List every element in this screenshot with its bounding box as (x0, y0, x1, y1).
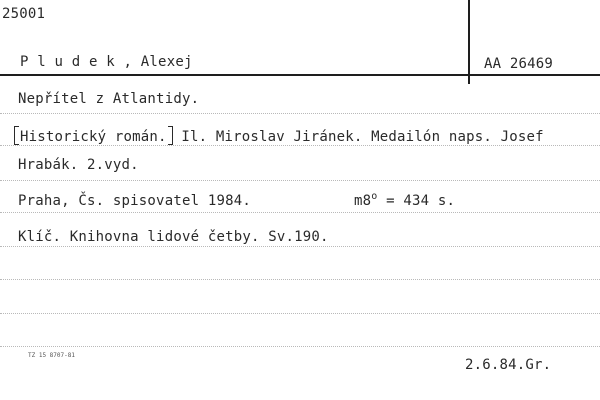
ruled-line (0, 279, 600, 280)
book-title: Nepřítel z Atlantidy. (18, 91, 200, 107)
ruled-line (0, 346, 600, 347)
ruled-line (0, 212, 600, 213)
call-number: 25001 (2, 6, 46, 22)
date-code: 2.6.84.Gr. (465, 357, 552, 373)
genre: Historický román. (20, 129, 167, 145)
description-line-1 (14, 126, 544, 145)
series-note: Klíč. Knihovna lidové četby. Sv.190. (18, 229, 329, 245)
ruled-line (0, 313, 600, 314)
printer-code: TZ 15 8707-81 (28, 352, 75, 359)
format-pages: = 434 s. (377, 193, 456, 209)
close-bracket (168, 126, 173, 145)
ruled-line (0, 246, 600, 247)
header-rule (0, 74, 600, 76)
imprint: Praha, Čs. spisovatel 1984. (18, 193, 251, 209)
shelf-mark: AA 26469 (484, 56, 554, 72)
format-prefix: m8 (354, 193, 372, 209)
open-bracket (14, 126, 19, 145)
description-rest: Il. Miroslav Jiránek. Medailón naps. Josef (172, 129, 544, 145)
ruled-line (0, 113, 600, 114)
format-superscript: o (371, 191, 378, 202)
ruled-line (0, 180, 600, 181)
author-heading: P l u d e k , Alexej (20, 54, 193, 70)
vertical-divider (468, 0, 470, 84)
ruled-line (0, 145, 600, 146)
description-line-2: Hrabák. 2.vyd. (18, 157, 139, 173)
physical-format (354, 193, 455, 209)
